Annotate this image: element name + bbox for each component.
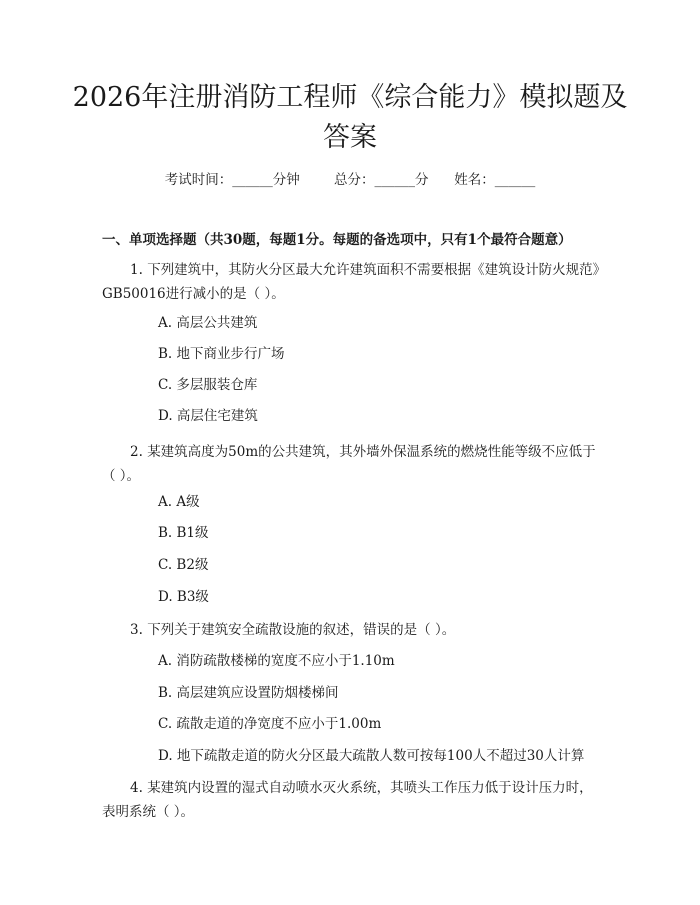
exam-time-label: 考试时间： xyxy=(164,172,233,188)
exam-time-blank: ______ xyxy=(232,172,273,188)
question-number: 3. xyxy=(130,622,143,638)
question-text: 下列关于建筑安全疏散设施的叙述，错误的是（ ）。 xyxy=(147,622,456,638)
question-1-option-c: C. 多层服装仓库 xyxy=(158,377,258,393)
exam-info-line xyxy=(0,168,700,188)
document-title: 2026年注册消防工程师《综合能力》模拟题及答案 xyxy=(72,82,628,153)
question-4 xyxy=(102,776,602,824)
question-text: 某建筑内设置的湿式自动喷水灭火系统，其喷头工作压力低于设计压力时，表明系统（ ）。 xyxy=(102,780,593,820)
question-text: 下列建筑中，其防火分区最大允许建筑面积不需要根据《建筑设计防火规范》GB50016进行减小的是（ ）。 xyxy=(102,262,600,302)
question-3 xyxy=(102,618,602,642)
question-1 xyxy=(102,258,602,306)
question-3-option-a: A. 消防疏散楼梯的宽度不应小于1.10m xyxy=(158,653,395,669)
question-number: 2. xyxy=(130,444,143,460)
question-2-option-d: D. B3级 xyxy=(158,589,209,605)
question-3-option-d: D. 地下疏散走道的防火分区最大疏散人数可按每100人不超过30人计算 xyxy=(158,748,585,764)
question-number: 1. xyxy=(130,262,143,278)
question-text: 某建筑高度为50m的公共建筑，其外墙外保温系统的燃烧性能等级不应低于（ ）。 xyxy=(102,444,596,484)
question-1-option-a: A. 高层公共建筑 xyxy=(158,315,258,331)
question-number: 4. xyxy=(130,780,143,796)
exam-time-unit: 分钟 xyxy=(272,172,300,188)
section-heading-single-choice: 一、单项选择题（共30题，每题1分。每题的备选项中，只有1个最符合题意） xyxy=(102,232,572,248)
total-score-unit: 分 xyxy=(415,172,429,188)
question-2-option-b: B. B1级 xyxy=(158,525,209,541)
question-3-option-c: C. 疏散走道的净宽度不应小于1.00m xyxy=(158,716,382,732)
question-2-option-c: C. B2级 xyxy=(158,557,209,573)
question-1-option-b: B. 地下商业步行广场 xyxy=(158,346,285,362)
question-1-option-d: D. 高层住宅建筑 xyxy=(158,408,258,424)
question-2 xyxy=(102,440,602,488)
total-score-label: 总分： xyxy=(334,172,375,188)
total-score-blank: ______ xyxy=(374,172,416,188)
question-2-option-a: A. A级 xyxy=(158,494,200,510)
name-label: 姓名： xyxy=(454,172,495,188)
question-3-option-b: B. 高层建筑应设置防烟楼梯间 xyxy=(158,685,339,701)
name-blank: ______ xyxy=(494,172,536,188)
